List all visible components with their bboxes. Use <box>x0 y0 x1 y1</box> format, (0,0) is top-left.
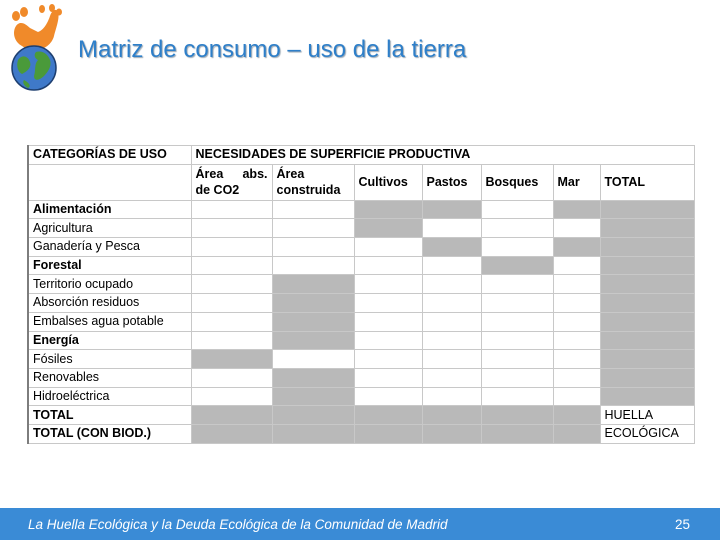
cell <box>354 387 422 406</box>
row-label: Renovables <box>28 368 191 387</box>
cell <box>481 331 553 350</box>
cell-shaded <box>272 331 354 350</box>
cell-shaded <box>354 406 422 425</box>
cell <box>354 331 422 350</box>
table-row <box>28 238 694 257</box>
row-label: Absorción residuos <box>28 294 191 313</box>
table-row <box>28 256 694 275</box>
cell <box>481 238 553 257</box>
cell <box>481 200 553 219</box>
cell-shaded <box>600 219 694 238</box>
row-label: TOTAL (CON BIOD.) <box>28 424 191 443</box>
cell-shaded <box>272 275 354 294</box>
row-label: Fósiles <box>28 350 191 369</box>
row-label: Agricultura <box>28 219 191 238</box>
cell-shaded <box>600 238 694 257</box>
cell <box>191 368 272 387</box>
header-mar: Mar <box>553 164 600 200</box>
cell <box>272 350 354 369</box>
cell <box>553 275 600 294</box>
footer-bar <box>0 508 720 540</box>
cell <box>422 275 481 294</box>
cell-shaded <box>422 406 481 425</box>
cell <box>191 387 272 406</box>
row-label: Forestal <box>28 256 191 275</box>
cell <box>481 275 553 294</box>
row-label: Territorio ocupado <box>28 275 191 294</box>
footer-text: La Huella Ecológica y la Deuda Ecológica de la Comunidad de Madrid <box>28 517 448 532</box>
cell <box>422 219 481 238</box>
cell-shaded <box>600 256 694 275</box>
cell <box>354 368 422 387</box>
cell <box>191 294 272 313</box>
cell <box>191 219 272 238</box>
cell <box>191 331 272 350</box>
cell-shaded <box>481 424 553 443</box>
header-area-co2-word2: abs. <box>242 166 268 181</box>
footprint-globe-logo <box>4 2 70 92</box>
cell <box>354 350 422 369</box>
table-row <box>28 200 694 219</box>
header-empty <box>28 164 191 200</box>
row-label: Alimentación <box>28 200 191 219</box>
cell <box>553 331 600 350</box>
cell <box>553 219 600 238</box>
cell-shaded <box>600 350 694 369</box>
cell-shaded <box>354 200 422 219</box>
cell <box>422 350 481 369</box>
cell-shaded <box>354 219 422 238</box>
cell <box>422 312 481 331</box>
cell-shaded <box>600 275 694 294</box>
cell-shaded <box>600 312 694 331</box>
cell-shaded <box>553 424 600 443</box>
cell-shaded <box>272 312 354 331</box>
cell-shaded <box>600 387 694 406</box>
table-row <box>28 368 694 387</box>
table-row <box>28 275 694 294</box>
header-area-co2-word1: Área <box>195 166 224 181</box>
table-row <box>28 294 694 313</box>
cell-shaded <box>600 200 694 219</box>
table-row <box>28 424 694 443</box>
cell <box>481 387 553 406</box>
page-number: 25 <box>674 517 690 532</box>
cell <box>191 312 272 331</box>
cell <box>191 275 272 294</box>
cell-shaded <box>272 368 354 387</box>
cell-shaded <box>600 294 694 313</box>
cell-shaded <box>553 200 600 219</box>
consumption-matrix-table <box>27 145 695 444</box>
header-cultivos: Cultivos <box>354 164 422 200</box>
cell <box>422 256 481 275</box>
cell <box>354 256 422 275</box>
table-row <box>28 219 694 238</box>
table-row <box>28 350 694 369</box>
cell <box>553 387 600 406</box>
cell <box>481 294 553 313</box>
header-area-co2: Área abs. de CO2 <box>191 164 272 200</box>
cell-shaded <box>272 424 354 443</box>
cell <box>272 200 354 219</box>
header-necesidades: NECESIDADES DE SUPERFICIE PRODUCTIVA <box>191 146 694 165</box>
slide-title: Matriz de consumo – uso de la tierra <box>78 36 467 63</box>
table-row <box>28 387 694 406</box>
cell <box>272 238 354 257</box>
row-label: Energía <box>28 331 191 350</box>
table-row <box>28 331 694 350</box>
cell-shaded <box>272 294 354 313</box>
cell <box>553 368 600 387</box>
cell <box>272 256 354 275</box>
cell-shaded <box>553 406 600 425</box>
header-area-construida: Área construida <box>272 164 354 200</box>
row-label: TOTAL <box>28 406 191 425</box>
cell <box>481 350 553 369</box>
cell <box>422 331 481 350</box>
cell-shaded <box>553 238 600 257</box>
row-label: Embalses agua potable <box>28 312 191 331</box>
cell <box>553 256 600 275</box>
cell-shaded <box>191 424 272 443</box>
table-row <box>28 312 694 331</box>
cell-shaded <box>422 424 481 443</box>
cell-shaded <box>354 424 422 443</box>
cell <box>481 368 553 387</box>
cell-shaded <box>422 200 481 219</box>
table-header-row-1 <box>28 146 694 165</box>
cell <box>422 387 481 406</box>
header-bosques: Bosques <box>481 164 553 200</box>
cell <box>553 312 600 331</box>
cell-shaded <box>481 406 553 425</box>
huella-line1: HUELLA <box>600 406 694 425</box>
row-label: Ganadería y Pesca <box>28 238 191 257</box>
huella-line2: ECOLÓGICA <box>600 424 694 443</box>
cell <box>553 350 600 369</box>
cell <box>354 312 422 331</box>
cell-shaded <box>272 406 354 425</box>
cell-shaded <box>191 406 272 425</box>
cell-shaded <box>600 331 694 350</box>
header-pastos: Pastos <box>422 164 481 200</box>
cell <box>422 294 481 313</box>
cell <box>354 238 422 257</box>
cell <box>191 200 272 219</box>
cell <box>272 219 354 238</box>
cell-shaded <box>272 387 354 406</box>
cell-shaded <box>422 238 481 257</box>
cell-shaded <box>191 350 272 369</box>
cell-shaded <box>481 256 553 275</box>
cell <box>481 312 553 331</box>
cell <box>191 256 272 275</box>
row-label: Hidroeléctrica <box>28 387 191 406</box>
cell <box>354 275 422 294</box>
table-header-row-2 <box>28 164 694 200</box>
header-categorias: CATEGORÍAS DE USO <box>28 146 191 165</box>
cell <box>553 294 600 313</box>
cell-shaded <box>600 368 694 387</box>
cell <box>354 294 422 313</box>
header-total: TOTAL <box>600 164 694 200</box>
table-row <box>28 406 694 425</box>
cell <box>422 368 481 387</box>
cell <box>191 238 272 257</box>
cell <box>481 219 553 238</box>
